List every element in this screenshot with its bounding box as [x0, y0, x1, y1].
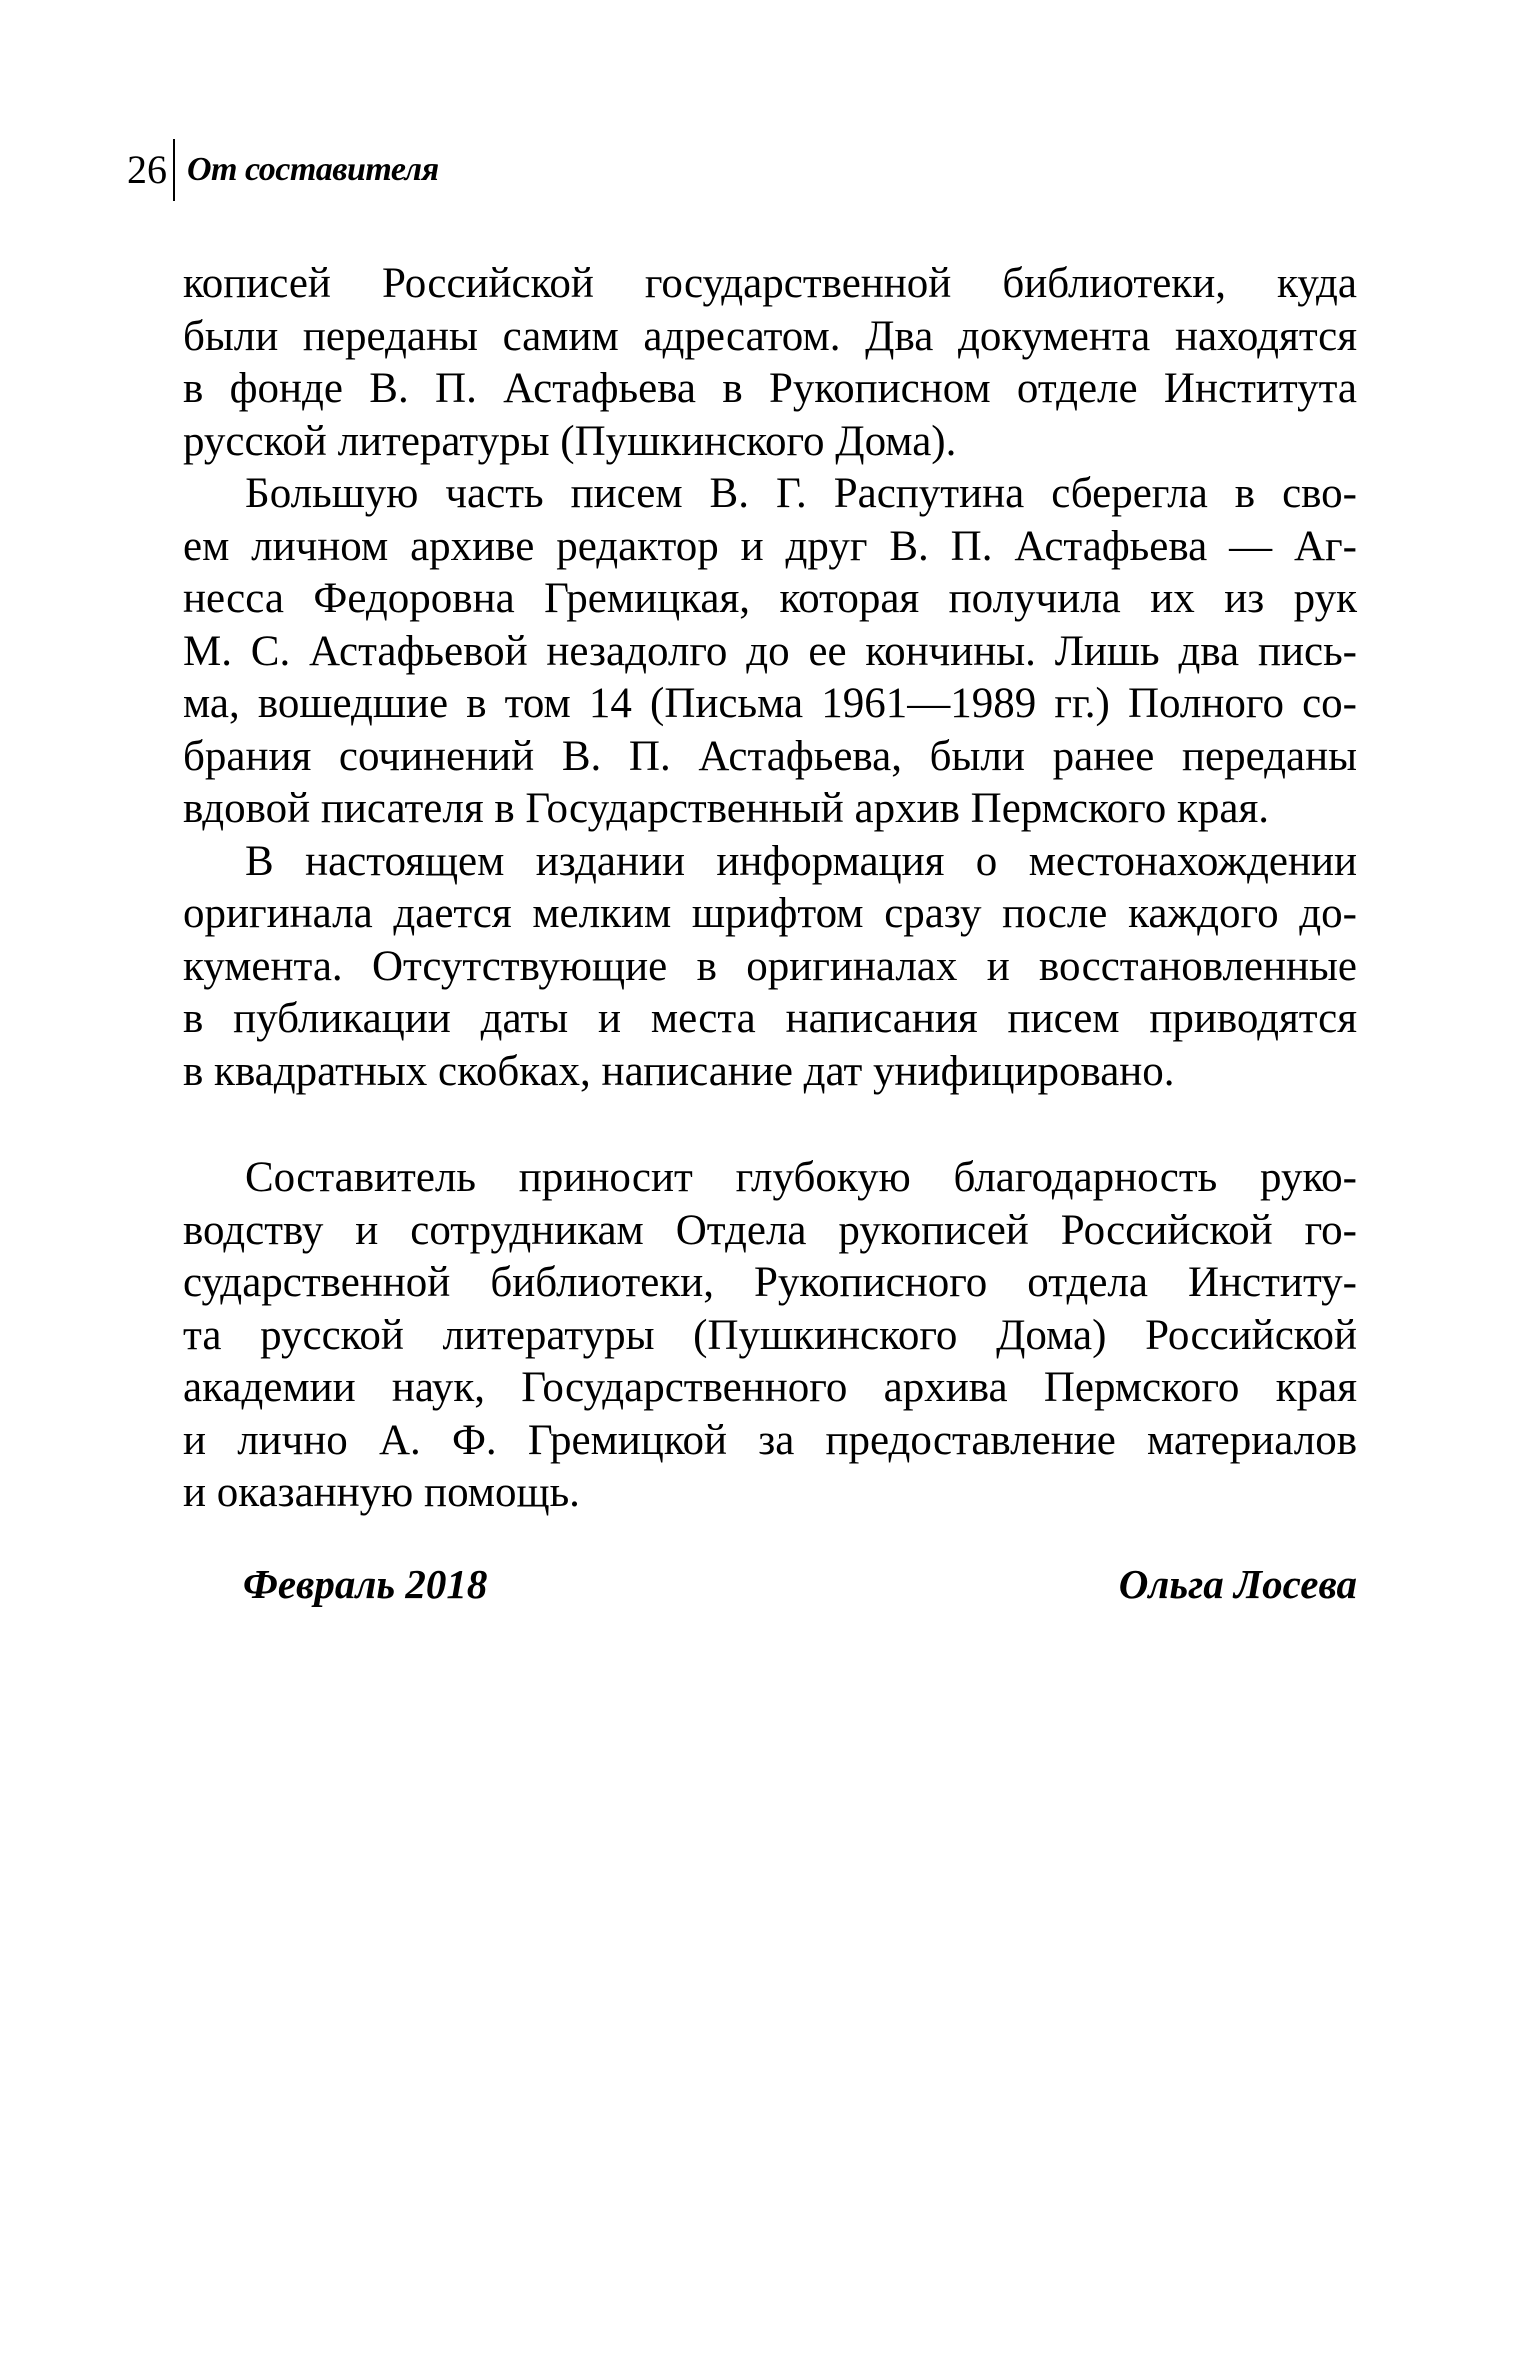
header-divider — [173, 139, 175, 201]
text-line: ма, вошедшие в том 14 (Письма 1961—1989 гг.) Полного со- — [183, 680, 1357, 727]
text-line: в фонде В. П. Астафьева в Рукописном отделе Института — [183, 365, 1357, 412]
text-line: несса Федоровна Гремицкая, которая получила их из рук — [183, 575, 1357, 622]
text-line: В настоящем издании информация о местонахождении — [245, 837, 1357, 885]
running-head — [127, 138, 439, 202]
signature-author: Ольга Лосева — [1118, 1561, 1357, 1607]
text-line: сударственной библиотеки, Рукописного отдела Институ- — [183, 1259, 1357, 1306]
text-line: кумента. Отсутствующие в оригиналах и восстановленные — [183, 942, 1357, 990]
text-line: были переданы самим адресатом. Два документа находятся — [183, 312, 1357, 360]
text-line: Составитель приносит глубокую благодарность руко- — [245, 1154, 1357, 1201]
text-line: та русской литературы (Пушкинского Дома) Российской — [183, 1311, 1357, 1359]
text-line: и лично А. Ф. Гремицкой за предоставление материалов — [183, 1416, 1357, 1464]
text-line: брания сочинений В. П. Астафьева, были ранее переданы — [183, 732, 1357, 780]
text-line: ем личном архиве редактор и друг В. П. Астафьева — Аг- — [183, 522, 1357, 570]
text-line: и оказанную помощь. — [183, 1469, 580, 1516]
text-line: в публикации даты и места написания писем приводятся — [183, 995, 1357, 1042]
text-line: русской литературы (Пушкинского Дома). — [183, 417, 957, 465]
page-number: 26 — [127, 147, 167, 192]
text-line: оригинала дается мелким шрифтом сразу после каждого до- — [183, 890, 1357, 937]
text-line: кописей Российской государственной библиотеки, куда — [183, 260, 1357, 307]
text-line: вдовой писателя в Государственный архив Пермского края. — [183, 785, 1269, 832]
text-line: Большую часть писем В. Г. Распутина сберегла в сво- — [245, 470, 1357, 517]
paragraph-edition-notes — [183, 836, 1357, 1099]
paragraph-continuation — [183, 258, 1357, 468]
section-title: От составителя — [187, 151, 439, 188]
paragraph-rasputin-letters — [183, 468, 1357, 836]
text-line: М. С. Астафьевой незадолго до ее кончины. Лишь два пись- — [183, 627, 1357, 675]
text-line: водству и сотрудникам Отдела рукописей Российской го- — [183, 1206, 1357, 1254]
acknowledgment — [183, 1152, 1357, 1520]
signature-date: Февраль 2018 — [243, 1561, 488, 1607]
body-text — [183, 258, 1357, 1098]
signature-block — [243, 1560, 1357, 1608]
text-line: академии наук, Государственного архива Пермского края — [183, 1364, 1357, 1411]
text-line: в квадратных скобках, написание дат унифицировано. — [183, 1047, 1175, 1095]
